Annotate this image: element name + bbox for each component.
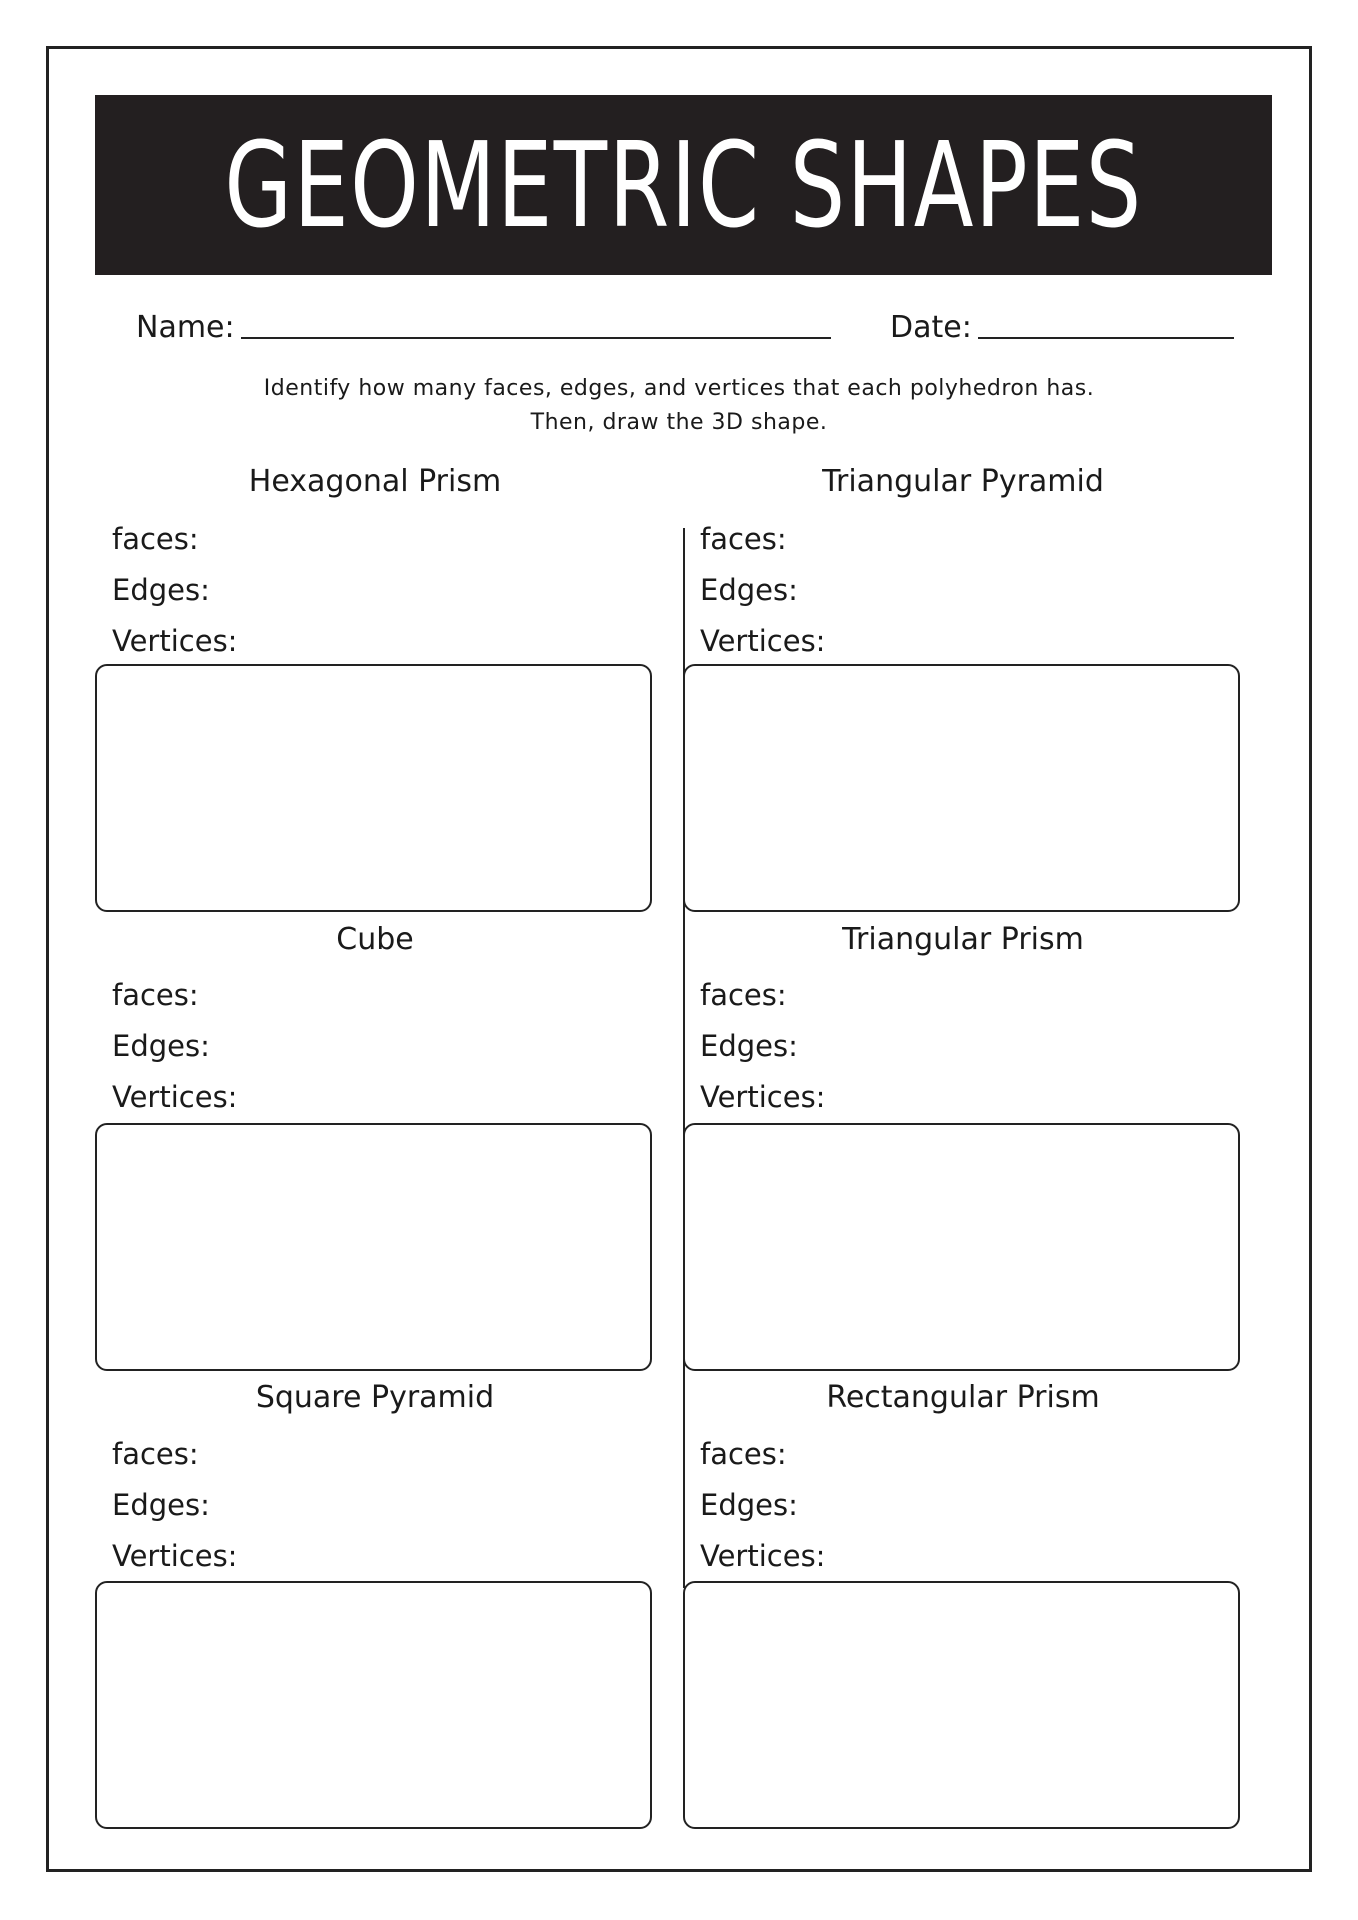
- drawing-box[interactable]: [683, 1581, 1240, 1829]
- edges-label: Edges:: [700, 573, 798, 607]
- vertices-label: Vertices:: [700, 1539, 826, 1573]
- vertices-label: Vertices:: [112, 1080, 238, 1114]
- edges-label: Edges:: [112, 573, 210, 607]
- date-label: Date:: [890, 310, 972, 345]
- vertices-label: Vertices:: [700, 624, 826, 658]
- date-field[interactable]: [978, 337, 1234, 339]
- date-row: [890, 305, 1234, 345]
- shape-title: Cube: [336, 922, 414, 957]
- faces-label: faces:: [112, 978, 199, 1012]
- edges-label: Edges:: [700, 1029, 798, 1063]
- faces-label: faces:: [112, 522, 199, 556]
- drawing-box[interactable]: [683, 664, 1240, 912]
- shape-title: Rectangular Prism: [826, 1380, 1100, 1415]
- instructions-line-1: Identify how many faces, edges, and vertices that each polyhedron has.: [263, 376, 1095, 401]
- instructions-line-2: Then, draw the 3D shape.: [530, 410, 828, 435]
- drawing-box[interactable]: [683, 1123, 1240, 1371]
- faces-label: faces:: [700, 978, 787, 1012]
- shape-title: Triangular Pyramid: [822, 464, 1104, 499]
- vertices-label: Vertices:: [112, 624, 238, 658]
- page-title: GEOMETRIC SHAPES: [224, 116, 1143, 254]
- shape-title: Hexagonal Prism: [248, 464, 502, 499]
- edges-label: Edges:: [112, 1029, 210, 1063]
- faces-label: faces:: [112, 1437, 199, 1471]
- instructions: [0, 372, 1358, 440]
- title-banner: [95, 95, 1272, 275]
- shape-title: Triangular Prism: [842, 922, 1084, 957]
- shape-title: Square Pyramid: [255, 1380, 495, 1415]
- name-field[interactable]: [241, 337, 831, 339]
- drawing-box[interactable]: [95, 1123, 652, 1371]
- name-row: [136, 305, 831, 345]
- vertices-label: Vertices:: [112, 1539, 238, 1573]
- faces-label: faces:: [700, 522, 787, 556]
- edges-label: Edges:: [700, 1488, 798, 1522]
- edges-label: Edges:: [112, 1488, 210, 1522]
- drawing-box[interactable]: [95, 1581, 652, 1829]
- name-label: Name:: [136, 310, 235, 345]
- vertices-label: Vertices:: [700, 1080, 826, 1114]
- drawing-box[interactable]: [95, 664, 652, 912]
- faces-label: faces:: [700, 1437, 787, 1471]
